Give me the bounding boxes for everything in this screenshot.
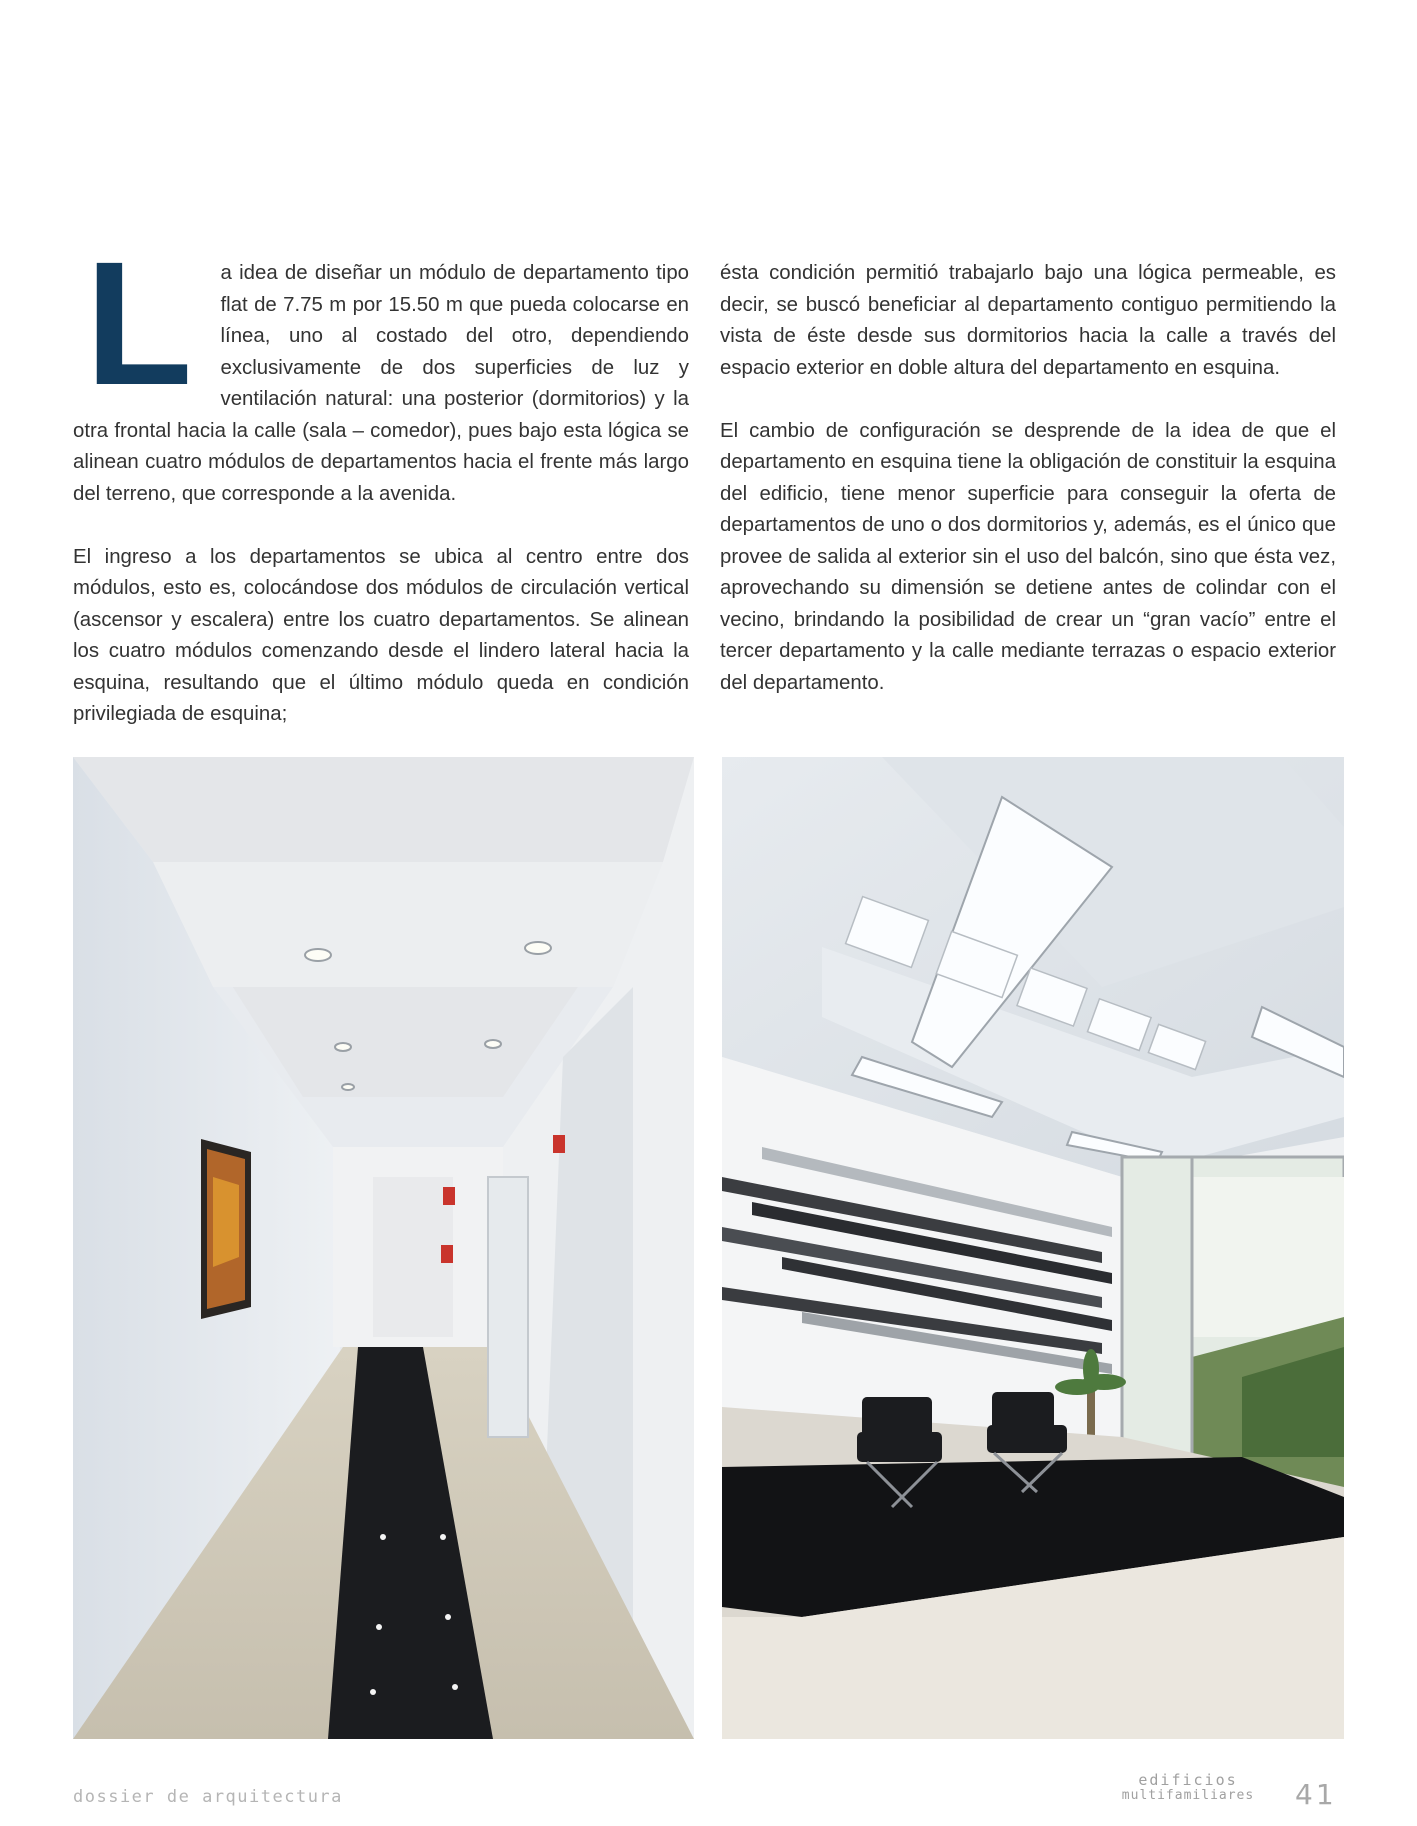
article-paragraph-4: El cambio de configuración se desprende de la idea de que el departamento en esquina tiene la obligación de constituir la esquina del edificio, tiene menor superficie para conseguir la oferta de departamentos de uno o dos dormitorios y, además, es el único que provee de salida al exterior sin el uso del balcón, sino que ésta vez, aprovechando su dimensión se detiene antes de colindar con el vecino, brindando la posibilidad de crear un “gran vacío” entre el tercer departamento y la calle mediante terrazas o espacio exterior del departamento. <box>720 419 1336 694</box>
article-paragraph-3: ésta condición permitió trabajarlo bajo una lógica permeable, es decir, se buscó beneficiar al departamento contiguo permitiendo la vista de éste desde sus dormitorios hacia la calle a través del espacio exterior en doble altura del departamento en esquina. <box>720 262 1336 379</box>
series-line-2: multifamiliares <box>1121 1788 1255 1803</box>
article-paragraph-2: El ingreso a los departamentos se ubica al centro entre dos módulos, esto es, colocándose dos módulos de circulación vertical (ascensor y escalera) entre los cuatro departamentos. Se alinean los cuatro módulos comenzando desde el lindero lateral hacia la esquina, resultando que el último módulo queda en condición privilegiada de esquina; <box>73 545 689 725</box>
hallway-photo <box>73 757 694 1739</box>
article-column-right <box>720 258 1336 731</box>
paragraph-1-text: a idea de diseñar un módulo de departamento tipo flat de 7.75 m por 15.50 m que pueda colocarse en línea, uno al costado del otro, dependiendo exclusivamente de dos superficies de luz y ventilación natural: una posterior (dormitorios) y la otra frontal hacia la calle (sala – comedor), pues bajo esta lógica se alinean cuatro módulos de departamentos hacia el frente más largo del terreno, que corresponde a la avenida. <box>73 262 689 505</box>
series-line-1: edificios <box>1138 1771 1238 1789</box>
lobby-illustration <box>722 757 1344 1739</box>
magazine-name: dossier de arquitectura <box>73 1787 343 1807</box>
drop-cap: L <box>85 226 193 422</box>
page-number: 41 <box>1295 1778 1337 1811</box>
series-label <box>1118 1773 1258 1803</box>
lobby-photo <box>722 757 1344 1739</box>
hallway-illustration <box>73 757 694 1739</box>
article-column-left <box>73 226 689 762</box>
article-paragraph-1 <box>73 226 689 510</box>
